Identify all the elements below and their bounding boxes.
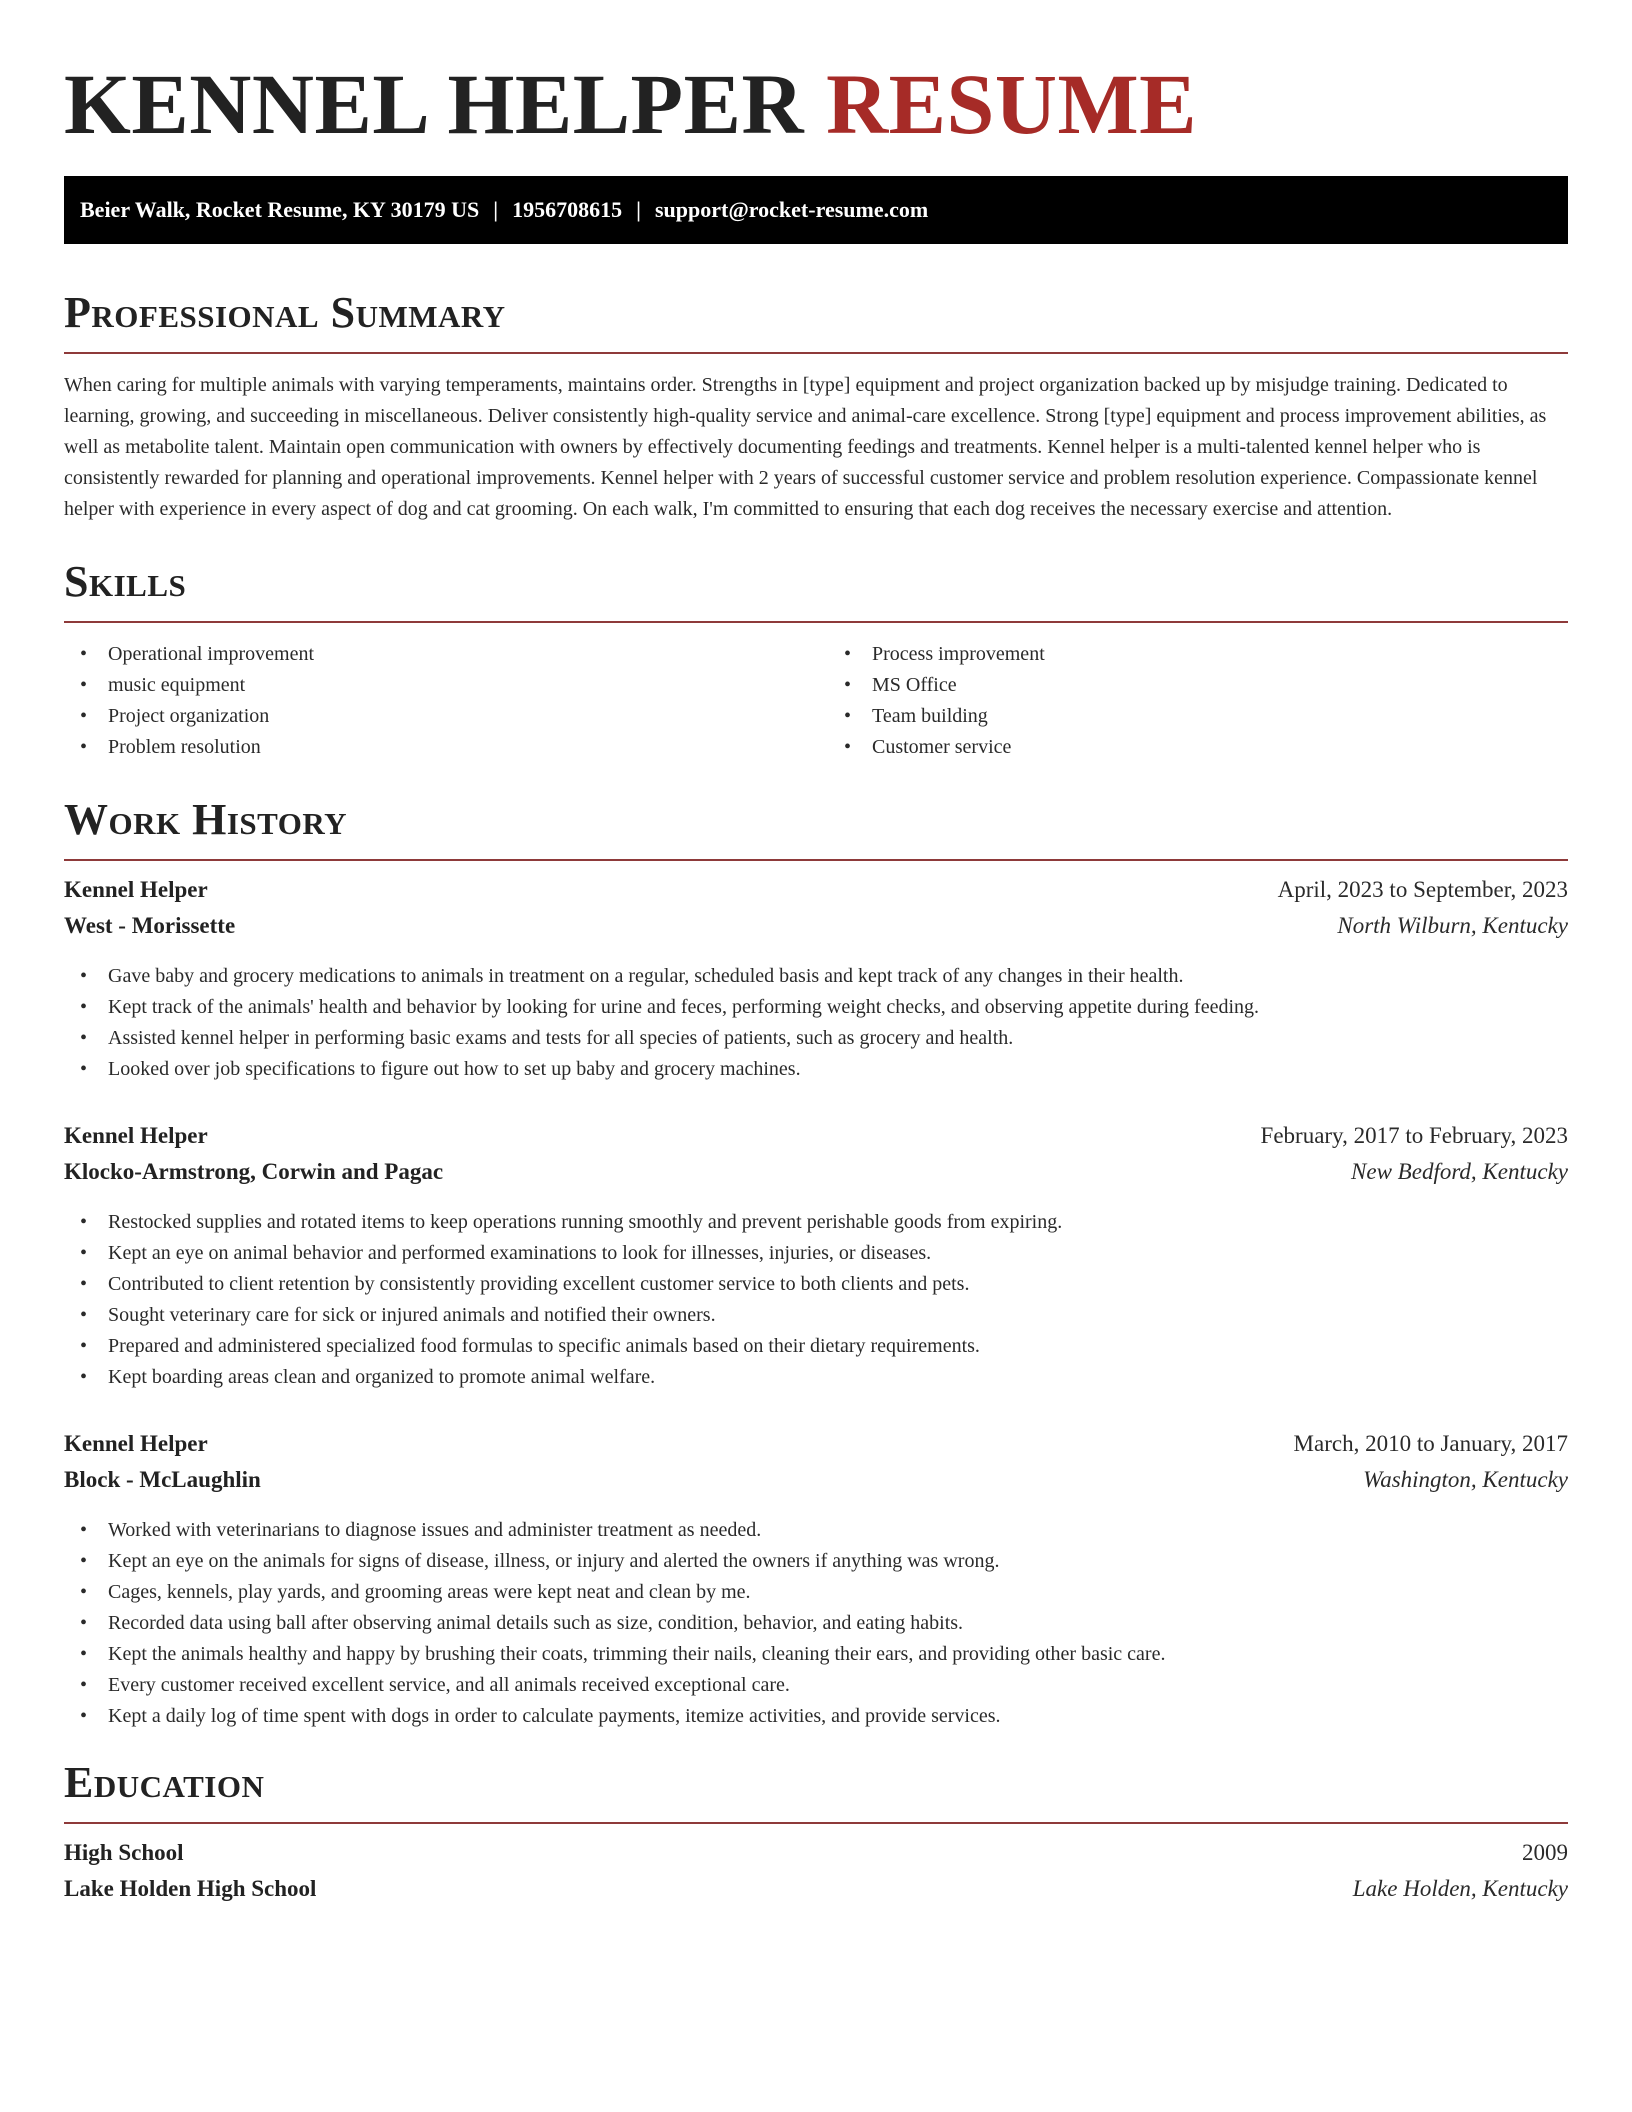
job-employer-row (64, 913, 1568, 949)
job-duty: • Looked over job specifications to figure out how to set up baby and grocery machines. (64, 1054, 1568, 1085)
skill-item: • Team building (828, 701, 1568, 732)
job-duty: • Kept an eye on animal behavior and performed examinations to look for illnesses, injuries, or diseases. (64, 1238, 1568, 1269)
job-duty: • Assisted kennel helper in performing basic exams and tests for all species of patients, such as grocery and health. (64, 1023, 1568, 1054)
job-duty: • Worked with veterinarians to diagnose issues and administer treatment as needed. (64, 1515, 1568, 1546)
job-duty: • Recorded data using ball after observing animal details such as size, condition, behavior, and eating habits. (64, 1608, 1568, 1639)
job-title: Kennel Helper (64, 877, 208, 902)
job-duty: • Contributed to client retention by consistently providing excellent customer service to both clients and pets. (64, 1269, 1568, 1300)
contact-email: support@rocket-resume.com (654, 197, 929, 222)
job-duty: • Every customer received excellent service, and all animals received exceptional care. (64, 1670, 1568, 1701)
job-entry (64, 1123, 1568, 1393)
job-employer: West - Morissette (64, 913, 236, 938)
job-header-row (64, 1123, 1568, 1159)
summary-section (64, 288, 1568, 525)
job-employer-row (64, 1467, 1568, 1503)
job-entry (64, 1431, 1568, 1732)
contact-separator: | (493, 197, 499, 222)
contact-phone: 1956708615 (512, 197, 623, 222)
title-main: KENNEL HELPER (64, 56, 805, 152)
education-entry (64, 1840, 1568, 1912)
skill-item: • Problem resolution (64, 732, 804, 763)
job-title: Kennel Helper (64, 1123, 208, 1148)
job-duty: • Gave baby and grocery medications to animals in treatment on a regular, scheduled basis and kept track of any changes in their health. (64, 961, 1568, 992)
section-divider (64, 621, 1568, 623)
education-year: 2009 (1522, 1840, 1568, 1865)
job-duties (64, 1515, 1568, 1732)
job-header-row (64, 1431, 1568, 1467)
skills-section (64, 557, 1568, 763)
job-location: Washington, Kentucky (1363, 1467, 1568, 1492)
job-duty: • Prepared and administered specialized food formulas to specific animals based on their dietary requirements. (64, 1331, 1568, 1362)
section-heading-skills: Skills (64, 557, 187, 606)
job-duty: • Cages, kennels, play yards, and grooming areas were kept neat and clean by me. (64, 1577, 1568, 1608)
education-header-row (64, 1840, 1568, 1876)
job-duties (64, 1207, 1568, 1393)
job-dates: April, 2023 to September, 2023 (1277, 877, 1568, 902)
job-location: New Bedford, Kentucky (1351, 1159, 1568, 1184)
education-location: Lake Holden, Kentucky (1352, 1876, 1568, 1901)
contact-separator: | (636, 197, 641, 222)
job-header-row (64, 877, 1568, 913)
job-entry (64, 877, 1568, 1085)
job-employer-row (64, 1159, 1568, 1195)
job-duty: • Restocked supplies and rotated items to keep operations running smoothly and prevent perishable goods from expiring. (64, 1207, 1568, 1238)
skill-item: • Customer service (828, 732, 1568, 763)
education-school-row (64, 1876, 1568, 1912)
job-duty: • Kept a daily log of time spent with dogs in order to calculate payments, itemize activities, and provide services. (64, 1701, 1568, 1732)
skill-item: • music equipment (64, 670, 804, 701)
resume-page (64, 0, 1568, 1912)
job-employer: Block - McLaughlin (64, 1467, 261, 1492)
education-school: Lake Holden High School (64, 1876, 317, 1901)
job-duties (64, 961, 1568, 1085)
section-heading-education: Education (64, 1758, 265, 1807)
education-section (64, 1758, 1568, 1912)
job-dates: March, 2010 to January, 2017 (1293, 1431, 1568, 1456)
job-dates: February, 2017 to February, 2023 (1260, 1123, 1568, 1148)
job-duty: • Kept boarding areas clean and organized to promote animal welfare. (64, 1362, 1568, 1393)
job-duty: • Kept the animals healthy and happy by brushing their coats, trimming their nails, cleaning their ears, and providing other basic care. (64, 1639, 1568, 1670)
skill-item: • Operational improvement (64, 639, 804, 670)
skill-item: • Project organization (64, 701, 804, 732)
job-location: North Wilburn, Kentucky (1337, 913, 1568, 938)
job-duty: • Kept an eye on the animals for signs of disease, illness, or injury and alerted the owners if anything was wrong. (64, 1546, 1568, 1577)
skill-item: • Process improvement (828, 639, 1568, 670)
job-employer: Klocko-Armstrong, Corwin and Pagac (64, 1159, 444, 1184)
summary-text: When caring for multiple animals with varying temperaments, maintains order. Strengths in [type] equipment and project organization backed up by misjudge training. Dedicated to learning, growing, and succeeding in miscellaneous. Deliver consistently high-quality service and animal-care excellence. Strong [type] equipment and process improvement abilities, as well as metabolite talent. Maintain open communication with owners by effectively documenting feedings and treatments. Kennel helper is a multi-talented kennel helper who is consistently rewarded for planning and operational improvements. Kennel helper with 2 years of successful customer service and problem resolution experience. Compassionate kennel helper with experience in every aspect of dog and cat grooming. On each walk, I'm committed to ensuring that each dog receives the necessary exercise and attention. (64, 374, 1547, 520)
section-divider (64, 352, 1568, 354)
section-heading-work: Work History (64, 795, 348, 844)
skills-list-left (64, 639, 804, 763)
contact-address: Beier Walk, Rocket Resume, KY 30179 US (80, 197, 480, 222)
skill-item: • MS Office (828, 670, 1568, 701)
job-duty: • Kept track of the animals' health and behavior by looking for urine and feces, performing weight checks, and observing appetite during feeding. (64, 992, 1568, 1023)
section-divider (64, 859, 1568, 861)
job-duty: • Sought veterinary care for sick or injured animals and notified their owners. (64, 1300, 1568, 1331)
contact-bar (64, 176, 1568, 244)
title-accent: RESUME (826, 56, 1197, 152)
section-divider (64, 1822, 1568, 1824)
work-history-section (64, 795, 1568, 1732)
skills-grid (64, 639, 1568, 763)
job-title: Kennel Helper (64, 1431, 208, 1456)
education-degree: High School (64, 1840, 184, 1865)
section-heading-summary: Professional Summary (64, 288, 506, 337)
skills-list-right (828, 639, 1568, 763)
resume-title (64, 54, 1568, 154)
